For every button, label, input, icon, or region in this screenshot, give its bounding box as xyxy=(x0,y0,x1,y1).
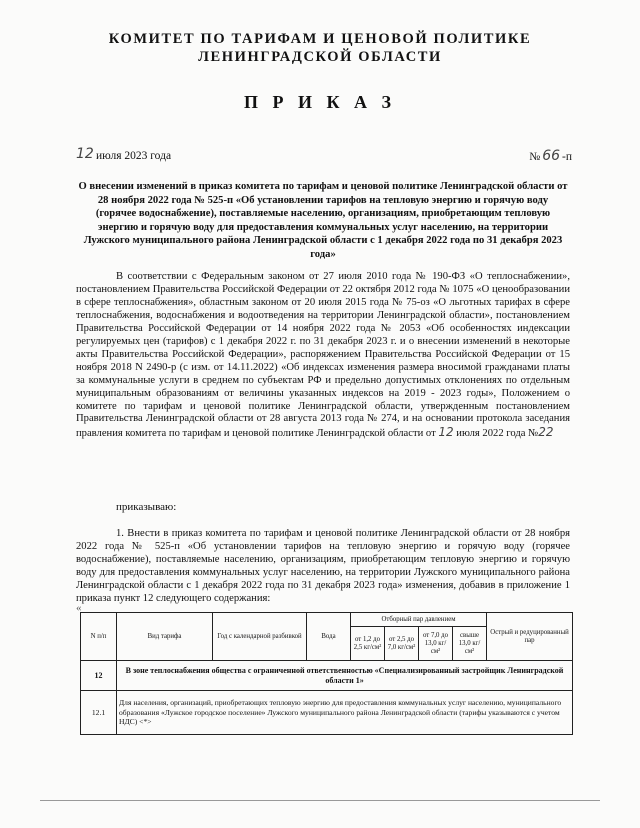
row-12-1-text: Для населения, организаций, приобретающих тепловую энергию для предоставления коммунальных услуг населению, муниципального образования «Лужское городское поселение» Лужского муниципального района Ленинградской области (тарифы указываются с учетом НДС) <*> xyxy=(117,691,573,735)
col-header-tariff-type: Вид тарифа xyxy=(117,613,213,661)
order-number xyxy=(529,148,572,164)
col-header-steam-4: свыше 13,0 кг/см² xyxy=(453,627,487,661)
protocol-number-handwritten: 22 xyxy=(538,425,554,440)
col-header-steam: Отборный пар давлением xyxy=(351,613,487,627)
col-header-num: N п/п xyxy=(81,613,117,661)
org-line-2: ЛЕНИНГРАДСКОЙ ОБЛАСТИ xyxy=(198,49,442,65)
order-subject: О внесении изменений в приказ комитета по тарифам и ценовой политике Ленинградской области от 28 ноября 2022 года № 525-п «Об установлении тарифов на тепловую энергию и горячую воду (горячее водоснабжение), поставляемые населению, организациям, приобретающим тепловую энергию и горячую воду для предоставления коммунальных услуг населению, на территории Лужского муниципального района Ленинградской области с 1 декабря 2022 года по 31 декабря 2023 года» xyxy=(78,181,568,260)
tariff-table xyxy=(80,612,573,735)
number-prefix: № xyxy=(529,151,541,163)
number-handwritten: 66 xyxy=(542,148,561,164)
col-header-steam-3: от 7,0 до 13,0 кг/см² xyxy=(419,627,453,661)
protocol-day-handwritten: 12 xyxy=(438,425,454,440)
order-preamble xyxy=(76,271,570,441)
date-number-row xyxy=(76,148,572,166)
preamble-text: В соответствии с Федеральным законом от 27 июля 2010 года № 190-ФЗ «О теплоснабжении», постановлением Правительства Российской Федерации от 22 октября 2012 года № 1075 «О ценообразовании в сфере теплоснабжения», областным законом от 20 июля 2015 года № 75-оз «О льготных тарифах в сфере теплоснабжения, водоснабжения и водоотведения на территории Ленинградской области», постановлением Правительства Российской Федерации от 14 ноября 2022 года № 2053 «Об особенностях индексации регулируемых цен (тарифов) с 1 декабря 2022 г. по 31 декабря 2023 г. и о внесении изменений в некоторые акты Правительства Российской Федерации», распоряжением Правительства Российской Федерации от 15 ноября 2018 N 2490-р (с изм. от 14.11.2022) «Об индексах изменения размера вносимой гражданами платы за коммунальные услуги в среднем по субъектам РФ и предельно допустимых отклонениях по отдельным муниципальным образованиям от величины указанных индексов на 2019 - 2023 годы», Положением о комитете по тарифам и ценовой политике Ленинградской области, утвержденным постановлением Правительства Ленинградской области от 28 августа 2013 года № 274, и на основании протокола заседания правления комитета по тарифам и ценовой политике Ленинградской области от xyxy=(76,271,570,440)
page-bottom-divider xyxy=(40,800,600,801)
col-header-sharp-steam: Острый и редуцированный пар xyxy=(487,613,573,661)
number-suffix: -п xyxy=(562,151,572,163)
document-title: П Р И К А З xyxy=(243,92,397,112)
order-verb: приказываю: xyxy=(116,501,177,513)
col-header-steam-2: от 2,5 до 7,0 кг/см² xyxy=(385,627,419,661)
date-day-handwritten: 12 xyxy=(76,146,94,162)
org-line-1: КОМИТЕТ ПО ТАРИФАМ И ЦЕНОВОЙ ПОЛИТИКЕ xyxy=(108,31,532,47)
col-header-water: Вода xyxy=(307,613,351,661)
row-12-text: В зоне теплоснабжения общества с ограниченной ответственностью «Специализированный застройщик Ленинградской области 1» xyxy=(117,661,573,691)
order-point-1: 1. Внести в приказ комитета по тарифам и ценовой политике Ленинградской области от 28 ноября 2022 года № 525-п «Об установлении тарифов на тепловую энергию и горячую воду (горячее водоснабжение), поставляемые населению, организациям, приобретающим тепловую энергию и горячую воду для предоставления коммунальных услуг населению, на территории Лужского муниципального района Ленинградской области с 1 декабря 2022 года по 31 декабря 2023 года» изменения, добавив в приложение 1 приказа пункт 12 следующего содержания: xyxy=(76,528,570,604)
date-month-year: июля 2023 года xyxy=(96,150,172,162)
organization-header xyxy=(60,30,580,66)
col-header-year: Год с календарной разбивкой xyxy=(213,613,307,661)
row-12-num: 12 xyxy=(81,661,117,691)
quote-mark: « xyxy=(76,602,82,614)
protocol-date-text: июля 2022 года № xyxy=(456,428,539,440)
row-12-1-num: 12.1 xyxy=(81,691,117,735)
col-header-steam-1: от 1,2 до 2,5 кг/см² xyxy=(351,627,385,661)
